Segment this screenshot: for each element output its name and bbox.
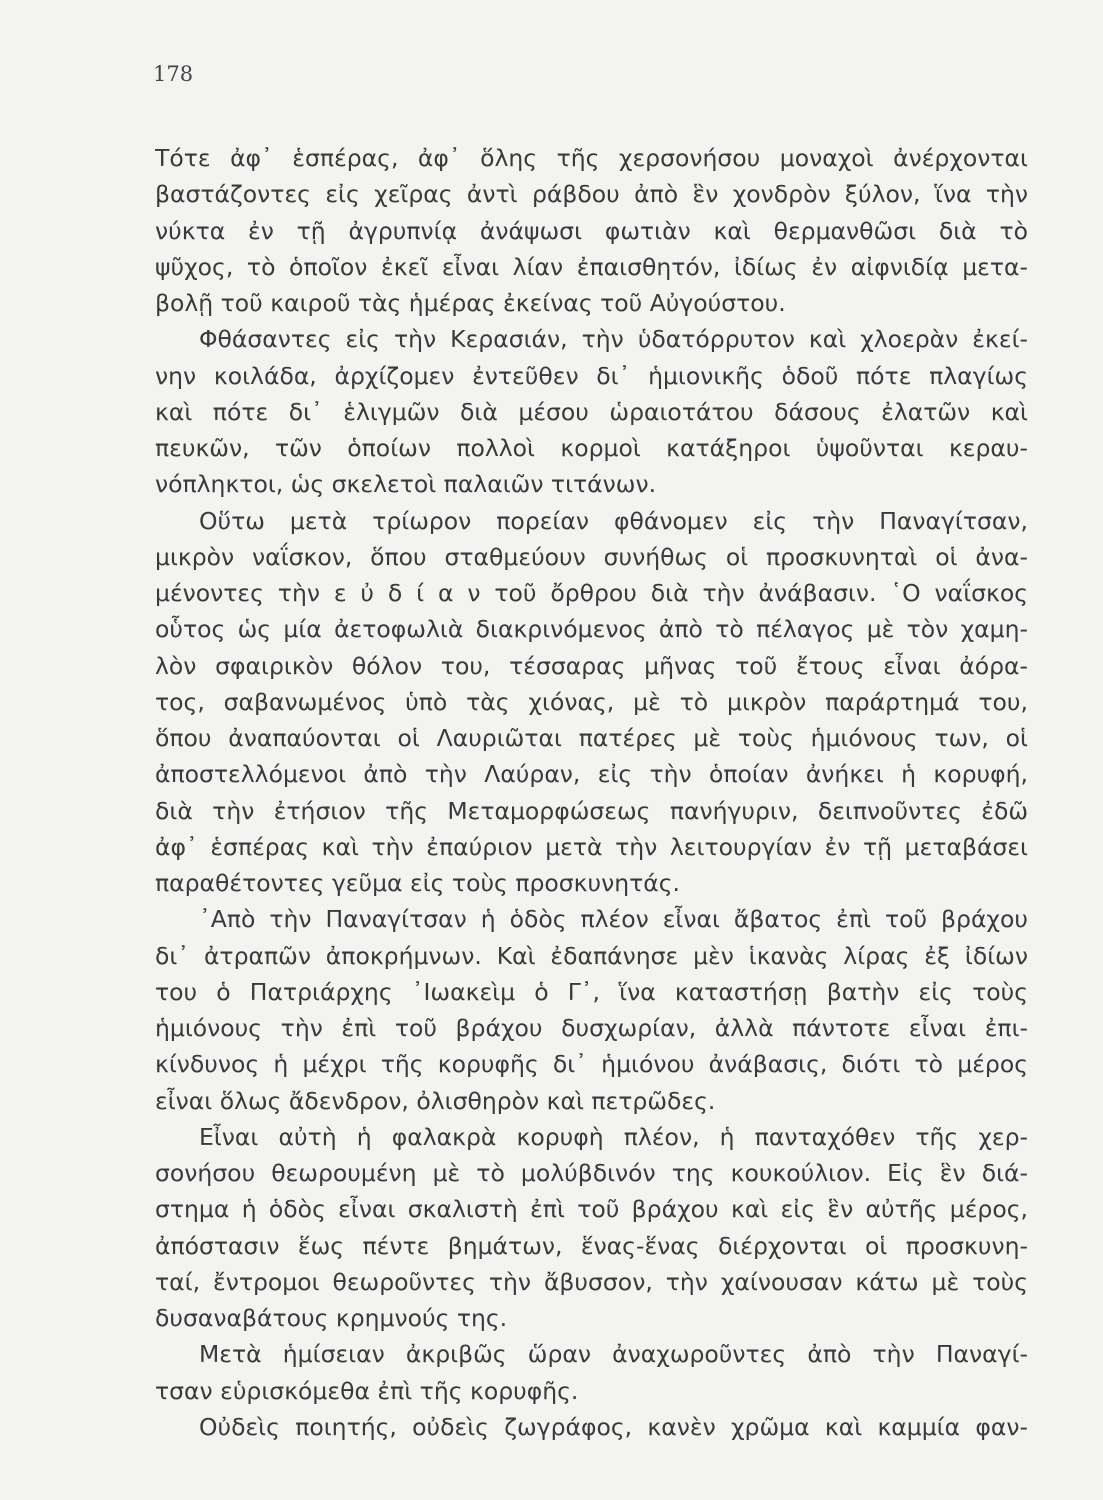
text-line: του ὁ Πατριάρχης ᾽Ιωακεὶμ ὁ Γ᾽, ἵνα καταστήσῃ βατὴν εἰς τοὺς (155, 977, 1028, 1006)
text-line: ἀπόστασιν ἕως πέντε βημάτων, ἕνας-ἕνας διέρχονται οἱ προσκυνη- (155, 1231, 1028, 1260)
text-line: ἡμιόνους τὴν ἐπὶ τοῦ βράχου δυσχωρίαν, ἀλλὰ πάντοτε εἶναι ἐπι- (155, 1014, 1028, 1042)
text-line: ᾽Απὸ τὴν Παναγίτσαν ἡ ὁδὸς πλέον εἶναι ἄβατος ἐπὶ τοῦ βράχου (199, 905, 1028, 934)
text-line: λὸν σφαιρικὸν θόλον του, τέσσαρας μῆνας τοῦ ἔτους εἶναι ἀόρα- (155, 651, 1028, 680)
text-line: τσαν εὑρισκόμεθα ἐπὶ τῆς κορυφῆς. (155, 1376, 579, 1405)
text-line: νην κοιλάδα, ἀρχίζομεν ἐντεῦθεν δι᾽ ἡμιονικῆς ὁδοῦ πότε πλαγίως (155, 361, 1028, 390)
text-line: πευκῶν, τῶν ὁποίων πολλοὶ κορμοὶ κατάξηροι ὑψοῦνται κεραυ- (155, 434, 1028, 462)
text-line: ὅπου ἀναπαύονται οἱ Λαυριῶται πατέρες μὲ τοὺς ἡμιόνους των, οἱ (155, 724, 1028, 752)
text-line: ψῦχος, τὸ ὁποῖον ἐκεῖ εἶναι λίαν ἐπαισθητόν, ἰδίως ἐν αἰφνιδίᾳ μετα- (155, 252, 1028, 281)
text-line: Φθάσαντες εἰς τὴν Κερασιάν, τὴν ὑδατόρρυτον καὶ χλοερὰν ἐκεί- (199, 325, 1028, 354)
text-line: κίνδυνος ἡ μέχρι τῆς κορυφῆς δι᾽ ἡμιόνου ἀνάβασις, διότι τὸ μέρος (155, 1050, 1028, 1079)
text-line: Μετὰ ἡμίσειαν ἀκριβῶς ὥραν ἀναχωροῦντες ἀπὸ τὴν Παναγί- (199, 1340, 1028, 1369)
text-line: νόπληκτοι, ὡς σκελετοὶ παλαιῶν τιτάνων. (155, 470, 657, 499)
text-line: ἀφ᾽ ἑσπέρας καὶ τὴν ἐπαύριον μετὰ τὴν λειτουργίαν ἐν τῇ μεταβάσει (155, 832, 1028, 861)
text-line: οὗτος ὡς μία ἀετοφωλιὰ διακρινόμενος ἀπὸ τὸ πέλαγος μὲ τὸν χαμη- (155, 615, 1028, 644)
text-line: ταί, ἔντρομοι θεωροῦντες τὴν ἄβυσσον, τὴν χαίνουσαν κάτω μὲ τοὺς (155, 1267, 1028, 1296)
text-line: εἶναι ὅλως ἄδενδρον, ὀλισθηρὸν καὶ πετρῶδες. (155, 1086, 716, 1115)
text-line: ἀποστελλόμενοι ἀπὸ τὴν Λαύραν, εἰς τὴν ὁποίαν ἀνήκει ἡ κορυφή, (155, 760, 1028, 789)
text-line: νύκτα ἐν τῇ ἀγρυπνίᾳ ἀνάψωσι φωτιὰν καὶ θερμανθῶσι διὰ τὸ (155, 216, 1028, 245)
text-line: βολῇ τοῦ καιροῦ τὰς ἡμέρας ἐκείνας τοῦ Αὐγούστου. (155, 289, 786, 317)
text-line: Εἶναι αὐτὴ ἡ φαλακρὰ κορυφὴ πλέον, ἡ πανταχόθεν τῆς χερ- (199, 1122, 1028, 1151)
text-line: μικρὸν ναΐσκον, ὅπου σταθμεύουν συνήθως οἱ προσκυνηταὶ οἱ ἀνα- (155, 542, 1028, 571)
text-line: Οὕτω μετὰ τρίωρον πορείαν φθάνομεν εἰς τὴν Παναγίτσαν, (199, 506, 1028, 535)
text-line: δι᾽ ἀτραπῶν ἀποκρήμνων. Καὶ ἐδαπάνησε μὲν ἱκανὰς λίρας ἐξ ἰδίων (155, 941, 1028, 970)
text-line: Οὐδεὶς ποιητής, οὐδεὶς ζωγράφος, κανὲν χρῶμα καὶ καμμία φαν- (199, 1412, 1028, 1441)
text-line: δυσαναβάτους κρημνούς της. (155, 1304, 508, 1332)
text-line: στημα ἡ ὁδὸς εἶναι σκαλιστὴ ἐπὶ τοῦ βράχου καὶ εἰς ἓν αὐτῆς μέρος, (155, 1195, 1028, 1224)
text-line: σονήσου θεωρουμένη μὲ τὸ μολύβδινόν της κουκούλιον. Εἰς ἓν διά- (155, 1159, 1028, 1187)
text-line: καὶ πότε δι᾽ ἑλιγμῶν διὰ μέσου ὡραιοτάτου δάσους ἐλατῶν καὶ (155, 397, 1028, 426)
text-line: βαστάζοντες εἰς χεῖρας ἀντὶ ράβδου ἀπὸ ἓν χονδρὸν ξύλον, ἵνα τὴν (155, 180, 1028, 209)
page-number: 178 (153, 62, 194, 86)
text-line: τος, σαβανωμένος ὑπὸ τὰς χιόνας, μὲ τὸ μικρὸν παράρτημά του, (155, 687, 1028, 716)
text-line: παραθέτοντες γεῦμα εἰς τοὺς προσκυνητάς. (155, 869, 681, 897)
text-line: μένοντες τὴν ε ὐ δ ί α ν τοῦ ὄρθρου διὰ τὴν ἀνάβασιν. ῾Ο ναΐσκος (155, 579, 1028, 607)
text-line: Τότε ἀφ᾽ ἑσπέρας, ἀφ᾽ ὅλης τῆς χερσονήσου μοναχοὶ ἀνέρχονται (155, 144, 1028, 172)
body-text (155, 140, 1028, 1445)
text-line: διὰ τὴν ἐτήσιον τῆς Μεταμορφώσεως πανήγυριν, δειπνοῦντες ἐδῶ (155, 796, 1028, 825)
